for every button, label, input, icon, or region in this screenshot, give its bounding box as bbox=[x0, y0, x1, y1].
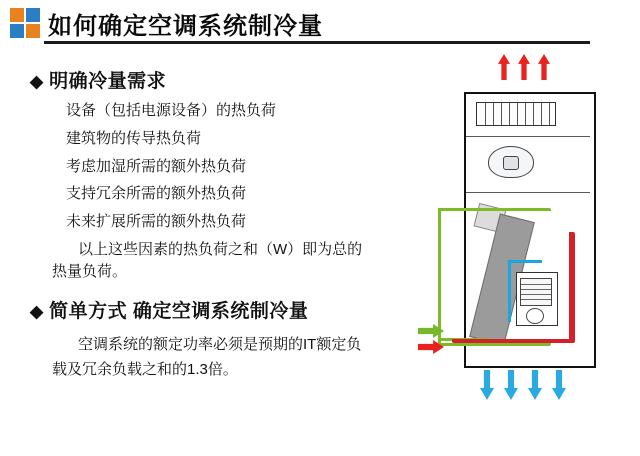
condensate-pipe-vertical bbox=[508, 260, 511, 322]
divider-line bbox=[466, 192, 590, 193]
logo bbox=[10, 8, 40, 38]
section2-heading-text: 简单方式 确定空调系统制冷量 bbox=[49, 301, 309, 323]
list-item: 建筑物的传导热负荷 bbox=[66, 129, 202, 147]
section1-heading-text: 明确冷量需求 bbox=[49, 71, 167, 92]
diamond-bullet-icon: ◆ bbox=[30, 72, 44, 91]
section1-summary bbox=[52, 240, 430, 260]
list-item: 支持冗余所需的额外热负荷 bbox=[66, 185, 247, 203]
section1-summary-cont bbox=[52, 262, 430, 282]
section2-paragraph-cont bbox=[52, 360, 430, 380]
title-divider bbox=[44, 41, 590, 44]
section1-heading bbox=[30, 66, 430, 93]
chilled-supply-pipe-top bbox=[438, 208, 550, 211]
logo-square-orange-tl bbox=[10, 8, 24, 22]
blue-down-arrow-icon bbox=[480, 370, 494, 400]
divider-line bbox=[466, 136, 590, 137]
red-up-arrow-icon bbox=[518, 54, 530, 80]
content-column bbox=[30, 56, 430, 380]
list-item: 考虑加湿所需的额外热负荷 bbox=[66, 157, 247, 175]
hot-return-pipe-right bbox=[569, 232, 572, 342]
section2-heading bbox=[30, 296, 430, 323]
logo-square-blue-bl bbox=[10, 24, 24, 38]
red-up-arrow-icon bbox=[538, 54, 550, 80]
logo-square-blue-tr bbox=[26, 8, 40, 22]
fan-hub-icon bbox=[503, 156, 519, 170]
blue-down-arrow-icon bbox=[528, 370, 542, 400]
condensate-pipe-horizontal bbox=[508, 260, 542, 263]
section2-paragraph-line2: 载及冗余负载之和的1.3倍。 bbox=[52, 360, 238, 378]
title-bar bbox=[0, 0, 640, 46]
page-title: 如何确定空调系统制冷量 bbox=[48, 13, 323, 40]
blue-down-arrow-icon bbox=[504, 370, 518, 400]
section1-summary-line1: 以上这些因素的热负荷之和（W）即为总的 bbox=[78, 240, 363, 258]
section2-paragraph bbox=[52, 335, 430, 355]
blue-down-arrow-icon bbox=[552, 370, 566, 400]
top-grille-icon bbox=[476, 102, 556, 126]
air-conditioner-diagram bbox=[432, 50, 632, 400]
diamond-bullet-icon: ◆ bbox=[30, 302, 44, 322]
list-item: 设备（包括电源设备）的热负荷 bbox=[66, 102, 277, 119]
section1-summary-line2: 热量负荷。 bbox=[52, 263, 128, 280]
hot-return-pipe bbox=[452, 232, 575, 343]
red-up-arrow-icon bbox=[498, 54, 510, 80]
section2-paragraph-line1: 空调系统的额定功率必须是预期的IT额定负 bbox=[78, 336, 362, 354]
logo-square-orange-br bbox=[26, 24, 40, 38]
hot-return-pipe-bottom bbox=[452, 339, 572, 342]
list-item: 未来扩展所需的额外热负荷 bbox=[66, 213, 247, 230]
